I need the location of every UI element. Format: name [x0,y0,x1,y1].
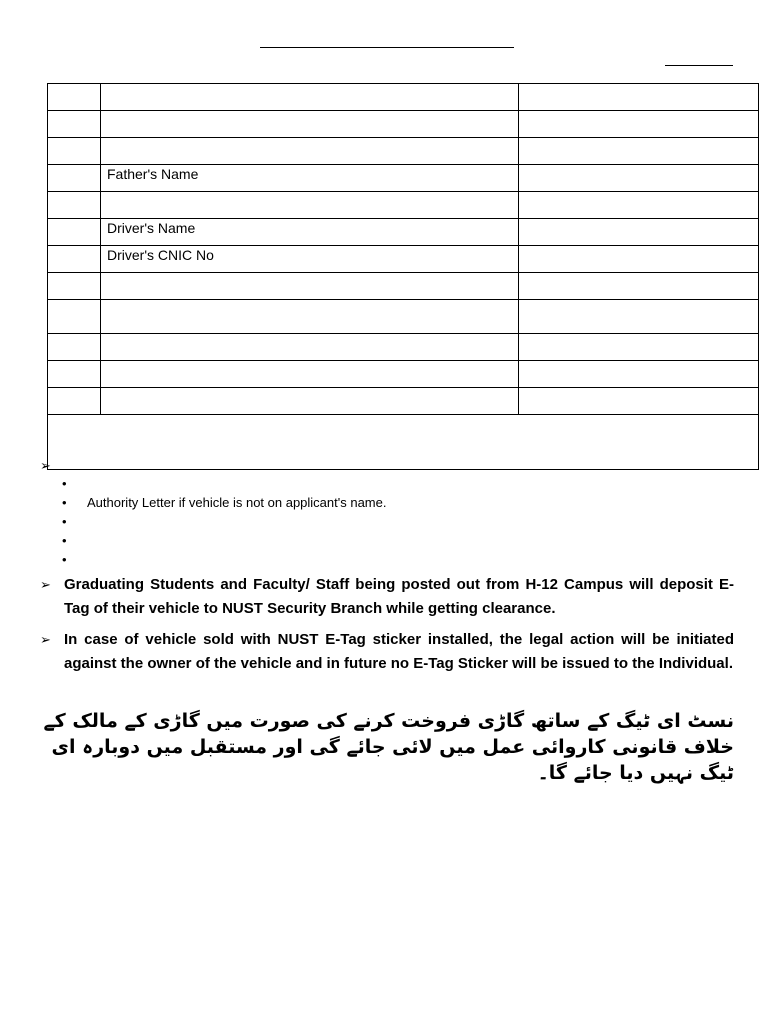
row-label [101,111,519,138]
requirements-list [62,474,662,569]
vehicle-sold-note-text: In case of vehicle sold with NUST E-Tag sticker installed, the legal action will be initiated against the owner of the vehicle and in future no E-Tag Sticker will be issued to the Individual. [64,631,734,672]
note-box[interactable] [48,415,759,470]
table-row-drivers-name [48,219,759,246]
row-label [101,334,519,361]
row-value-field[interactable] [519,388,759,415]
row-number [48,165,101,192]
row-value-field[interactable] [519,300,759,334]
row-label [101,84,519,111]
row-label [101,361,519,388]
row-label [101,388,519,415]
vehicle-sold-note [40,628,734,675]
table-row [48,273,759,300]
arrow-bullet-icon: ➢ [40,577,51,592]
row-value-field[interactable] [519,273,759,300]
table-row [48,84,759,111]
drivers-name-field[interactable] [519,219,759,246]
row-number [48,246,101,273]
row-number [48,138,101,165]
table-row [48,192,759,219]
drivers-name-label: Driver's Name [101,219,519,246]
list-item [62,474,662,493]
table-row [48,138,759,165]
row-number [48,388,101,415]
row-number [48,192,101,219]
drivers-cnic-field[interactable] [519,246,759,273]
row-value-field[interactable] [519,361,759,388]
table-row [48,334,759,361]
row-value-field[interactable] [519,138,759,165]
table-row [48,111,759,138]
list-item [62,512,662,531]
row-number [48,361,101,388]
row-value-field[interactable] [519,192,759,219]
registration-form-table [47,83,759,470]
graduating-note-text: Graduating Students and Faculty/ Staff being posted out from H-12 Campus will deposit E-Tag of their vehicle to NUST Security Branch while getting clearance. [64,576,734,617]
fathers-name-label: Father's Name [101,165,519,192]
list-item-authority-letter: • Authority Letter if vehicle is not on applicant's name. [62,493,662,512]
row-number [48,300,101,334]
table-row-fathers-name [48,165,759,192]
row-number [48,219,101,246]
fathers-name-field[interactable] [519,165,759,192]
row-value-field[interactable] [519,111,759,138]
list-item [62,531,662,550]
table-row [48,361,759,388]
table-row-drivers-cnic [48,246,759,273]
list-item [62,550,662,569]
title-underline [260,47,514,48]
drivers-cnic-label: Driver's CNIC No [101,246,519,273]
row-number [48,273,101,300]
row-label [101,138,519,165]
row-number [48,334,101,361]
row-value-field[interactable] [519,84,759,111]
date-underline [665,65,733,66]
table-row [48,388,759,415]
row-value-field[interactable] [519,334,759,361]
graduating-note [40,573,734,620]
arrow-bullet-icon: ➢ [40,632,51,647]
table-note-row [48,415,759,470]
row-number [48,111,101,138]
row-label [101,192,519,219]
table-row [48,300,759,334]
arrow-bullet-icon: ➢ [40,458,51,473]
urdu-notice: نسٹ ای ٹیگ کے ساتھ گاڑی فروخت کرنے کی صورت میں گاڑی کے مالک کے خلاف قانونی کاروائی عمل میں لائی جائے گی اور مستقبل میں دوبارہ ای ٹیگ نہیں دیا جائے گا۔ [43,710,734,784]
row-number [48,84,101,111]
row-label [101,273,519,300]
row-label [101,300,519,334]
